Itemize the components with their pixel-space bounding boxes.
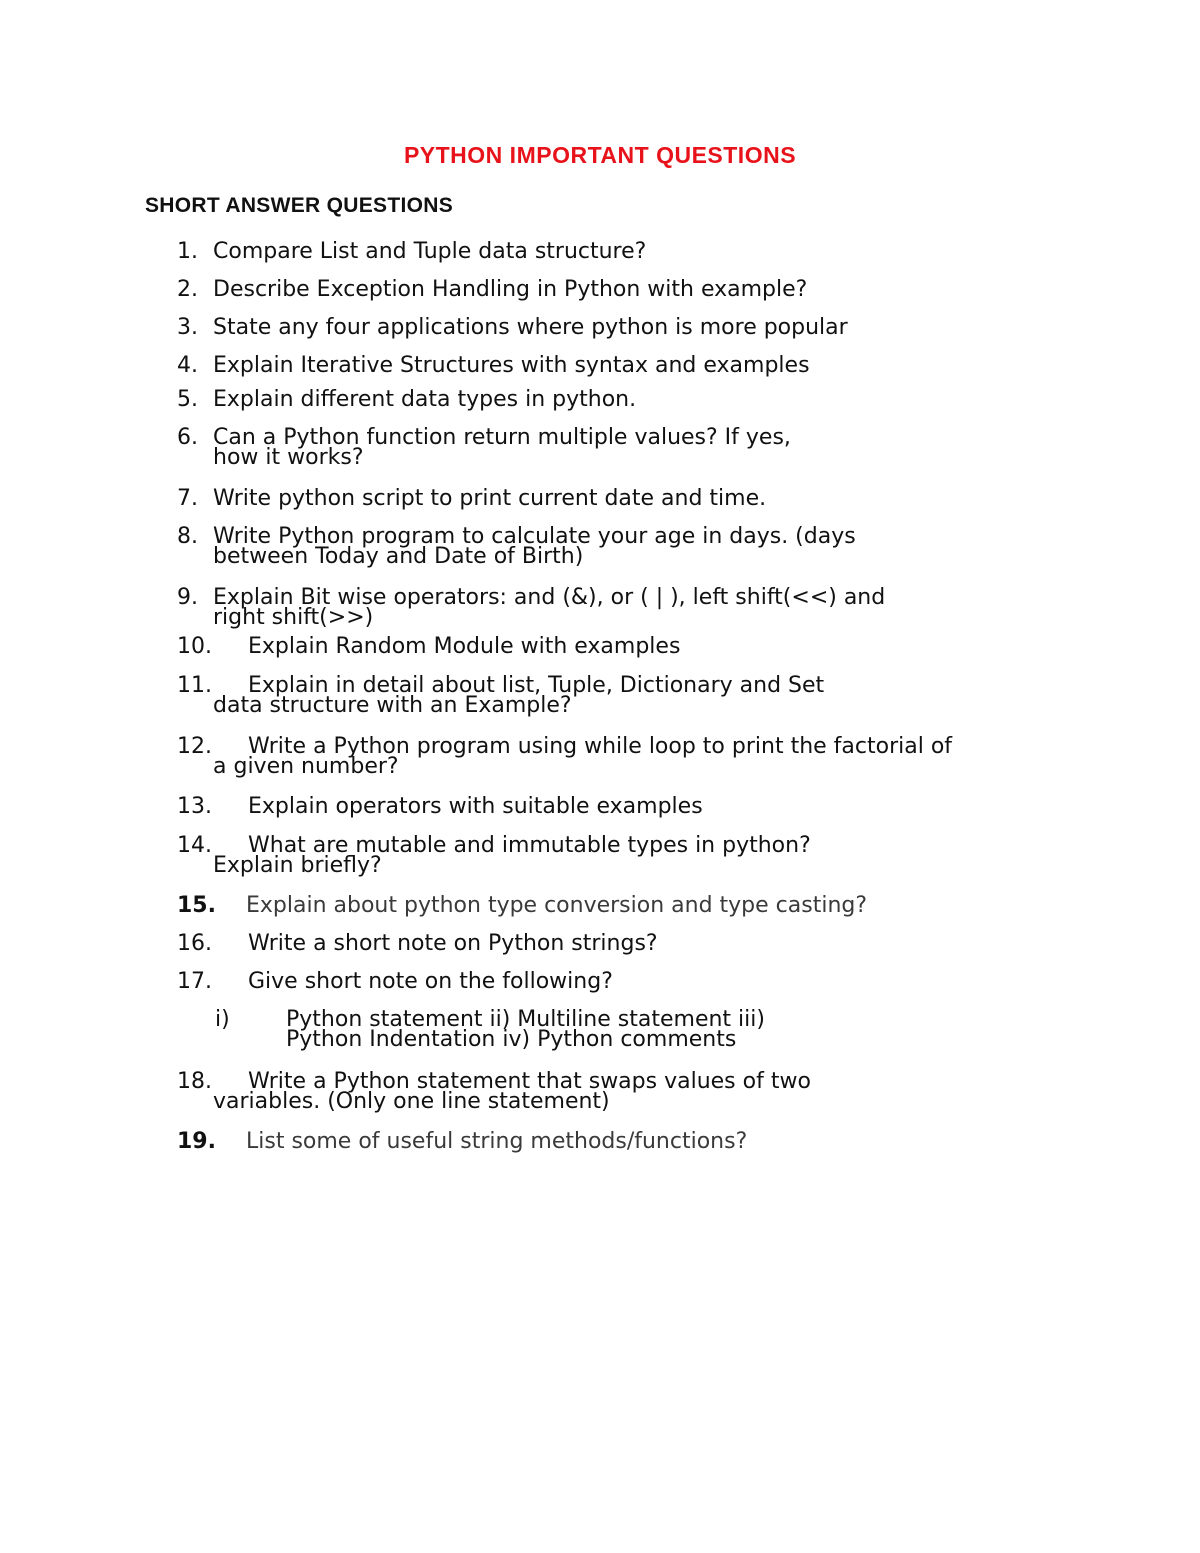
item-number: i) (215, 1007, 230, 1032)
item-text: Python statement ii) Multiline statement iii) (286, 1007, 765, 1032)
item-number: 13. (177, 794, 212, 819)
item-text: Explain Iterative Structures with syntax and examples (213, 353, 810, 378)
item-text: Write a Python program using while loop to print the factorial of (248, 734, 953, 759)
item-text-continued: a given number? (213, 754, 399, 779)
section-heading: SHORT ANSWER QUESTIONS (145, 194, 454, 217)
item-text-continued: variables. (Only one line statement) (213, 1089, 610, 1114)
item-text: Explain different data types in python. (213, 387, 637, 412)
item-number: 5. (177, 387, 198, 412)
item-text-continued: right shift(>>) (213, 605, 374, 630)
item-text: Explain in detail about list, Tuple, Dictionary and Set (248, 673, 825, 698)
item-text: Write a Python statement that swaps values of two (248, 1069, 811, 1094)
item-text: Give short note on the following? (248, 969, 613, 994)
item-text: State any four applications where python is more popular (213, 315, 848, 340)
item-text-continued: Explain briefly? (213, 853, 382, 878)
item-number: 1. (177, 239, 198, 264)
item-text: Describe Exception Handling in Python with example? (213, 277, 808, 302)
item-text-continued: data structure with an Example? (213, 693, 572, 718)
item-number: 6. (177, 425, 198, 450)
item-number: 19. (177, 1129, 216, 1154)
item-number: 8. (177, 524, 198, 549)
page-title: PYTHON IMPORTANT QUESTIONS (403, 142, 797, 168)
item-number: 14. (177, 833, 212, 858)
item-number: 4. (177, 353, 198, 378)
item-text: Explain operators with suitable examples (248, 794, 703, 819)
item-text: Explain Random Module with examples (248, 634, 681, 659)
item-text: Write Python program to calculate your age in days. (days (213, 524, 856, 549)
item-text: Explain about python type conversion and type casting? (246, 893, 868, 918)
item-number: 10. (177, 634, 212, 659)
item-number: 17. (177, 969, 212, 994)
item-number: 2. (177, 277, 198, 302)
item-text: Can a Python function return multiple values? If yes, (213, 425, 791, 450)
item-text: Explain Bit wise operators: and (&), or ( | ), left shift(<<) and (213, 585, 886, 610)
item-number: 7. (177, 486, 198, 511)
item-number: 12. (177, 734, 212, 759)
item-number: 18. (177, 1069, 212, 1094)
item-number: 9. (177, 585, 198, 610)
item-text: Write python script to print current date and time. (213, 486, 767, 511)
item-text: What are mutable and immutable types in python? (248, 833, 811, 858)
item-text-continued: how it works? (213, 445, 364, 470)
item-number: 11. (177, 673, 212, 698)
item-text: Compare List and Tuple data structure? (213, 239, 647, 264)
item-text: List some of useful string methods/functions? (246, 1129, 748, 1154)
item-number: 16. (177, 931, 212, 956)
item-number: 3. (177, 315, 198, 340)
item-number: 15. (177, 893, 216, 918)
item-text-continued: Python Indentation iv) Python comments (286, 1027, 737, 1052)
item-text-continued: between Today and Date of Birth) (213, 544, 584, 569)
item-text: Write a short note on Python strings? (248, 931, 658, 956)
